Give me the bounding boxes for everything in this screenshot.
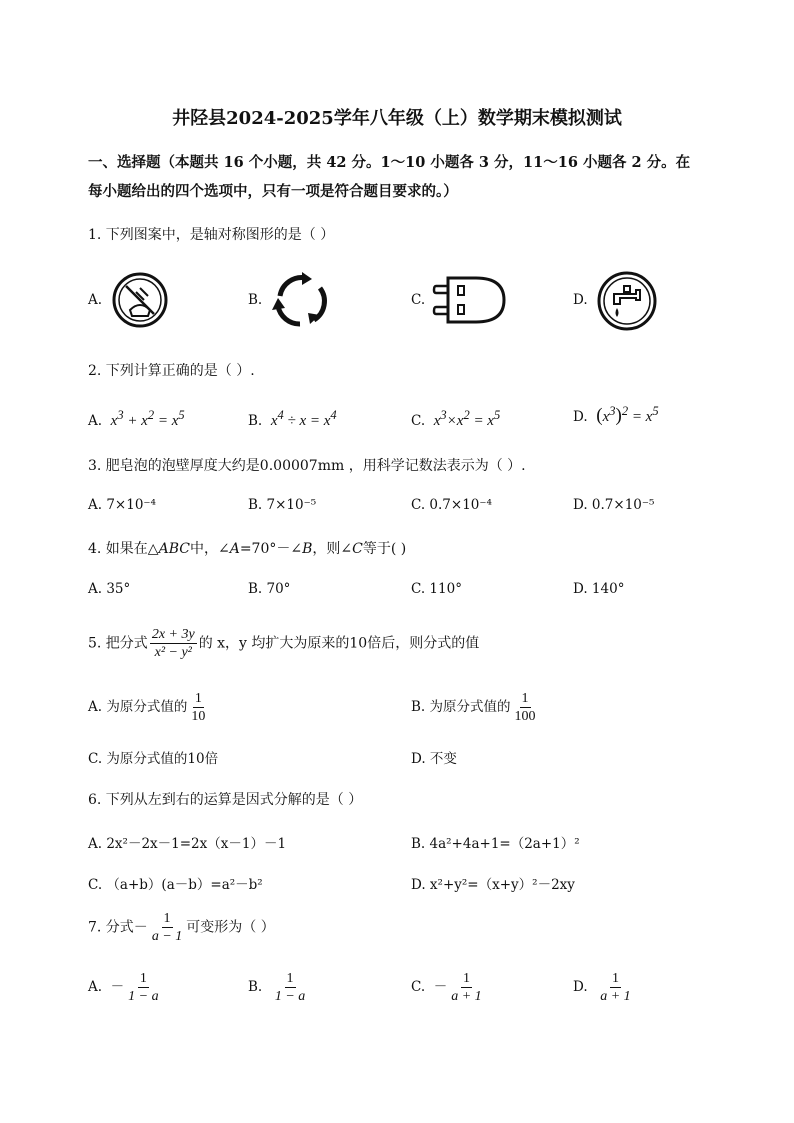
q5-option-c: C. 为原分式值的10倍	[88, 751, 219, 767]
q5-stem-part: 5. 把分式	[88, 635, 148, 652]
question-7-stem	[88, 910, 275, 945]
q5-option-b-denominator: 100	[514, 709, 536, 724]
q7-option-b-numerator: 1	[286, 971, 294, 986]
q7-fraction-denominator: a − 1	[151, 929, 183, 944]
section-heading-line2: 每小题给出的四个选项中，只有一项是符合题目要求的。）	[88, 183, 458, 200]
q2-option-b	[248, 408, 337, 430]
q1-option-d-label: D.	[573, 292, 588, 308]
q7-option-b-label: B.	[248, 979, 263, 995]
question-3-stem: 3. 肥皂泡的泡壁厚度大约是0.00007mm ，用科学记数法表示为（ ）.	[88, 458, 526, 474]
q4-option-b: B. 70°	[248, 581, 291, 597]
q7-option-b-denominator: 1 − a	[274, 989, 306, 1004]
q4-stem-part: ，则∠	[312, 541, 353, 557]
q4-stem-part: 4. 如果在△	[88, 541, 159, 557]
q7-option-a	[88, 970, 163, 1005]
q2-option-a-label: A.	[88, 413, 103, 429]
question-2-stem: 2. 下列计算正确的是（ ）.	[88, 363, 255, 379]
q4-stem-part: 等于( )	[362, 541, 407, 557]
q2-option-d-label: D.	[573, 409, 588, 425]
q7-option-c-denominator: a + 1	[451, 989, 482, 1004]
q6-option-c: C. （a+b）(a－b）=a²－b²	[88, 877, 263, 893]
q7-option-a-sign: －	[110, 979, 125, 995]
question-5-stem	[88, 626, 479, 661]
q2-option-a	[88, 408, 185, 430]
q7-option-d-numerator: 1	[611, 971, 619, 986]
q2-option-d-expr: $(x^3)^2 = x^5$	[596, 404, 659, 426]
q2-option-c-expr: $x^3\times x^2 = x^5$	[433, 408, 501, 429]
q7-option-c-fraction	[449, 970, 483, 1005]
q7-fraction	[150, 910, 184, 945]
q7-option-c-numerator: 1	[462, 971, 470, 986]
q4-option-c: C. 110°	[411, 581, 462, 597]
q5-fraction-denominator: x² − y²	[154, 645, 192, 660]
q7-option-b-fraction	[273, 970, 307, 1005]
q5-option-a-text: A. 为原分式值的	[88, 699, 188, 715]
q2-option-b-expr: $x^4 \div x = x^4$	[270, 408, 337, 429]
power-plug-icon	[432, 272, 508, 328]
q3-option-d: D. 0.7×10⁻⁵	[573, 497, 655, 513]
q5-fraction	[150, 626, 197, 661]
q7-option-a-denominator: 1 − a	[128, 989, 159, 1004]
q5-option-b	[411, 690, 540, 725]
q2-option-a-expr: $x^3 + x^2 = x^5$	[110, 408, 185, 429]
q4-option-a: A. 35°	[88, 581, 131, 597]
q7-option-c-sign: －	[433, 979, 448, 995]
q5-option-d: D. 不变	[411, 751, 457, 767]
q7-option-d	[573, 970, 635, 1005]
q6-option-b: B. 4a²+4a+1=（2a+1）²	[411, 836, 580, 852]
q5-option-b-text: B. 为原分式值的	[411, 699, 511, 715]
q7-option-a-label: A.	[88, 979, 103, 995]
q5-option-a-denominator: 10	[191, 709, 206, 724]
question-4-stem	[88, 538, 406, 558]
q5-option-a	[88, 690, 209, 725]
q7-option-c	[411, 970, 486, 1005]
q5-fraction-numerator: 2x + 3y	[151, 627, 195, 642]
q6-option-d: D. x²+y²=（x+y）²－2xy	[411, 877, 575, 893]
q2-option-b-label: B.	[248, 413, 263, 429]
q7-option-d-denominator: a + 1	[600, 989, 631, 1004]
q1-option-c-label: C.	[411, 292, 426, 308]
q7-option-d-label: D.	[573, 979, 588, 995]
q4-angle-c: C	[352, 541, 363, 557]
q7-fraction-numerator: 1	[163, 911, 171, 926]
water-faucet-icon	[596, 270, 658, 332]
q3-option-c: C. 0.7×10⁻⁴	[411, 497, 492, 513]
page-title: 井陉县2024-2025学年八年级（上）数学期末模拟测试	[172, 108, 622, 129]
q7-option-a-fraction	[126, 970, 160, 1005]
q2-option-d	[573, 404, 659, 427]
q3-option-a: A. 7×10⁻⁴	[88, 497, 156, 513]
q7-option-c-label: C.	[411, 979, 426, 995]
q7-stem-part: 7. 分式－	[88, 919, 148, 936]
recycle-bin-no-littering-icon	[110, 270, 170, 330]
q4-stem-part: =70°－∠	[239, 541, 303, 557]
question-1-stem: 1. 下列图案中，是轴对称图形的是（ ）	[88, 227, 335, 243]
q7-stem-part: 可变形为（ ）	[186, 919, 275, 936]
q5-option-a-fraction	[189, 690, 207, 725]
q5-option-b-fraction	[513, 690, 538, 725]
q4-angle-a: A	[229, 541, 240, 557]
q7-option-d-fraction	[598, 970, 632, 1005]
q4-option-d: D. 140°	[573, 581, 625, 597]
q5-option-a-numerator: 1	[194, 691, 202, 706]
q4-angle-b: B	[302, 541, 313, 557]
q7-option-a-numerator: 1	[139, 971, 147, 986]
q2-option-c	[411, 408, 500, 430]
q5-stem-part: 的 x，y 均扩大为原来的10倍后，则分式的值	[198, 635, 480, 652]
q3-option-b: B. 7×10⁻⁵	[248, 497, 317, 513]
q1-option-a-label: A.	[88, 292, 103, 308]
q5-option-b-numerator: 1	[521, 691, 529, 706]
q6-option-a: A. 2x²－2x－1=2x（x－1）－1	[88, 836, 287, 852]
q2-option-c-label: C.	[411, 413, 426, 429]
q4-stem-part: 中，∠	[189, 541, 230, 557]
section-heading-line1: 一、选择题（本题共 16 个小题，共 42 分。1～10 小题各 3 分，11～16 小题各 2 分。在	[88, 154, 691, 171]
q1-option-b-label: B.	[248, 292, 263, 308]
q4-triangle-name: ABC	[158, 541, 190, 557]
q7-option-b	[248, 970, 309, 1005]
question-6-stem: 6. 下列从左到右的运算是因式分解的是（ ）	[88, 792, 363, 808]
recycle-arrows-icon	[270, 270, 332, 330]
